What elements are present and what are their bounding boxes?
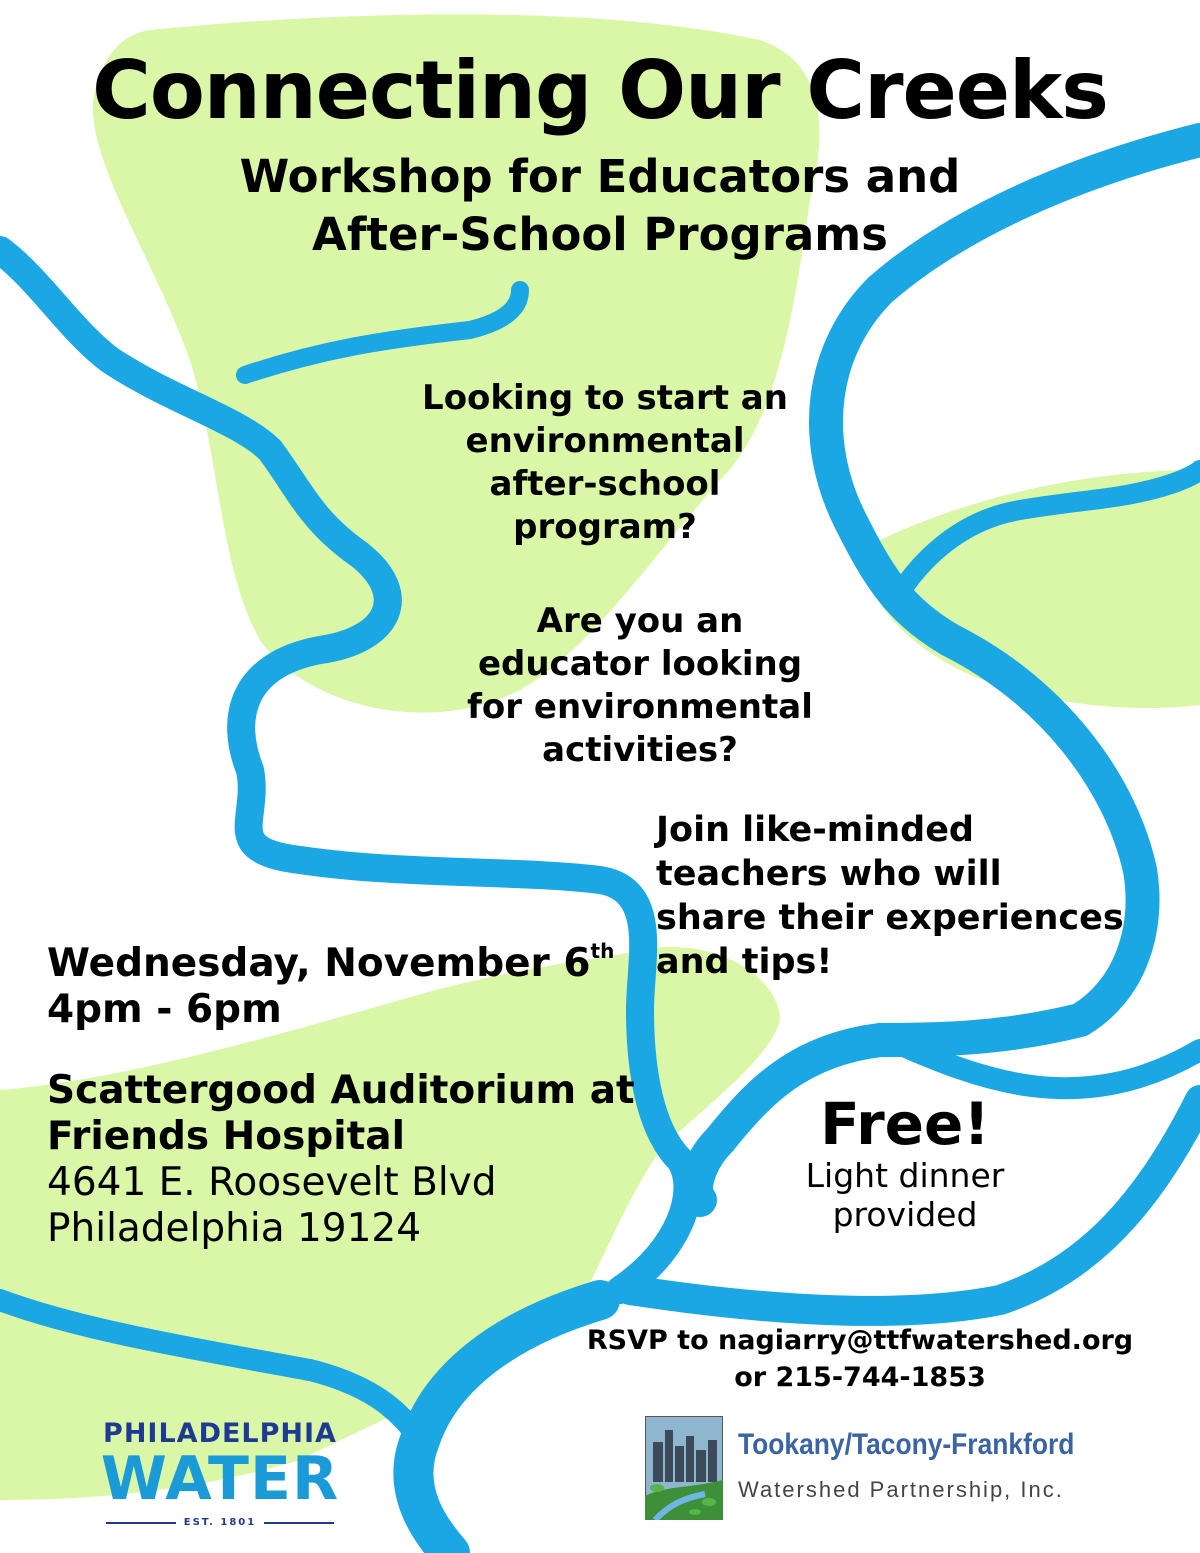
pw-logo-est: EST. 1801 xyxy=(95,1517,345,1528)
question-line: environmental xyxy=(465,421,745,461)
event-time: 4pm - 6pm xyxy=(47,987,282,1032)
question-afterschool xyxy=(390,377,820,549)
question-line: Looking to start an xyxy=(422,378,788,418)
ttf-logo-subtitle: Watershed Partnership, Inc. xyxy=(738,1477,1064,1502)
question-line: Are you an xyxy=(536,601,744,641)
pw-logo-main: WATER xyxy=(100,1444,340,1514)
question-line: activities? xyxy=(542,730,738,770)
event-address xyxy=(47,1160,497,1252)
join-invitation xyxy=(656,808,1156,984)
event-venue xyxy=(47,1068,635,1160)
address-line: Philadelphia 19124 xyxy=(47,1206,422,1251)
question-line: program? xyxy=(513,507,697,547)
venue-line: Scattergood Auditorium at xyxy=(47,1068,635,1113)
event-datetime xyxy=(47,928,614,1033)
event-date-text: Wednesday, November 6 xyxy=(47,941,591,986)
join-line: and tips! xyxy=(656,942,833,982)
address-line: 4641 E. Roosevelt Blvd xyxy=(47,1160,497,1205)
page-title: Connecting Our Creeks xyxy=(92,44,1108,137)
join-line: Join like-minded xyxy=(656,810,974,850)
rsvp-email-line: RSVP to nagiarry@ttfwatershed.org xyxy=(586,1325,1134,1356)
venue-line: Friends Hospital xyxy=(47,1114,405,1159)
rsvp-phone-line: or 215-744-1853 xyxy=(734,1362,986,1393)
question-line: after-school xyxy=(489,464,721,504)
philadelphia-water-logo xyxy=(95,1418,345,1528)
dinner-line: provided xyxy=(832,1195,978,1234)
subtitle-line: After-School Programs xyxy=(312,208,888,261)
join-line: teachers who will xyxy=(656,854,1002,894)
question-line: for environmental xyxy=(467,687,813,727)
subtitle-line: Workshop for Educators and xyxy=(239,150,961,203)
join-line: share their experiences xyxy=(656,898,1124,938)
question-line: educator looking xyxy=(477,644,803,684)
page-subtitle xyxy=(0,148,1200,264)
philadelphia-skyline-creek-icon xyxy=(645,1416,723,1520)
dinner-line: Light dinner xyxy=(805,1156,1005,1195)
free-label: Free! xyxy=(820,1090,990,1158)
ttf-logo-name: Tookany/Tacony-Frankford xyxy=(738,1428,1075,1461)
rsvp-contact xyxy=(580,1322,1140,1396)
event-date-suffix: th xyxy=(590,939,615,963)
pw-logo-top: PHILADELPHIA xyxy=(103,1418,337,1449)
dinner-note xyxy=(785,1156,1025,1234)
event-date xyxy=(47,928,614,987)
question-educator xyxy=(430,600,850,772)
